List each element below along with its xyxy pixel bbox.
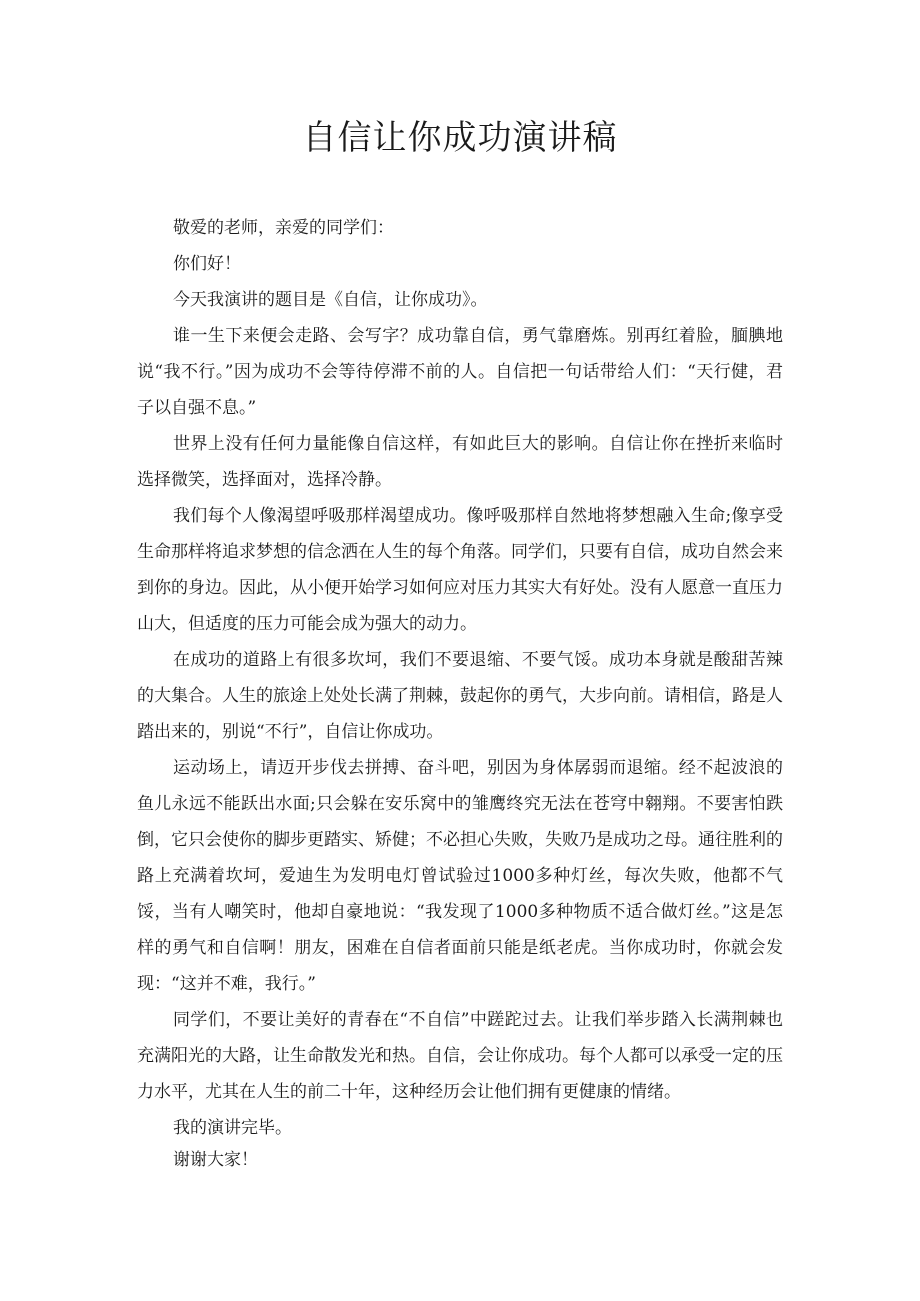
paragraph-body: 我们每个人像渴望呼吸那样渴望成功。像呼吸那样自然地将梦想融入生命;像享受生命那样将追求梦想的信念洒在人生的每个角落。同学们，只要有自信，成功自然会来到你的身边。因此，从小便开始学习如何应对压力其实大有好处。没有人愿意一直压力山大，但适度的压力可能会成为强大的动力。 [137,506,783,634]
paragraph-hello: 你们好！ [173,254,241,274]
paragraph-body: 在成功的道路上有很多坎坷，我们不要退缩、不要气馁。成功本身就是酸甜苦辣的大集合。人生的旅途上处处长满了荆棘，鼓起你的勇气，大步向前。请相信，路是人踏出来的，别说“不行”，自信让你成功。 [137,650,783,742]
paragraph-greeting: 敬爱的老师，亲爱的同学们： [173,218,394,238]
paragraph-topic: 今天我演讲的题目是《自信，让你成功》。 [173,290,488,310]
document-body [137,210,783,1174]
document-title: 自信让你成功演讲稿 [302,118,618,158]
paragraph-thanks: 谢谢大家！ [173,1150,258,1170]
paragraph-closing: 我的演讲完毕。 [173,1118,292,1138]
paragraph-body: 世界上没有任何力量能像自信这样，有如此巨大的影响。自信让你在挫折来临时选择微笑，选择面对，选择冷静。 [137,434,783,490]
paragraph-body: 谁一生下来便会走路、会写字？成功靠自信，勇气靠磨炼。别再红着脸，腼腆地说“我不行。”因为成功不会等待停滞不前的人。自信把一句话带给人们：“天行健，君子以自强不息。” [137,326,783,418]
paragraph-body: 同学们，不要让美好的青春在“不自信”中蹉跎过去。让我们举步踏入长满荆棘也充满阳光的大路，让生命散发光和热。自信，会让你成功。每个人都可以承受一定的压力水平，尤其在人生的前二十年，这种经历会让他们拥有更健康的情绪。 [137,1010,783,1102]
paragraph-body: 运动场上，请迈开步伐去拼搏、奋斗吧，别因为身体孱弱而退缩。经不起波浪的鱼儿永远不能跃出水面;只会躲在安乐窝中的雏鹰终究无法在苍穹中翱翔。不要害怕跌倒，它只会使你的脚步更踏实、矫健；不必担心失败，失败乃是成功之母。通往胜利的路上充满着坎坷，爱迪生为发明电灯曾试验过1000多种灯丝，每次失败，他都不气馁，当有人嘲笑时，他却自豪地说：“我发现了1000多种物质不适合做灯丝。”这是怎样的勇气和自信啊！朋友，困难在自信者面前只能是纸老虎。当你成功时，你就会发现：“这并不难，我行。” [137,758,783,994]
